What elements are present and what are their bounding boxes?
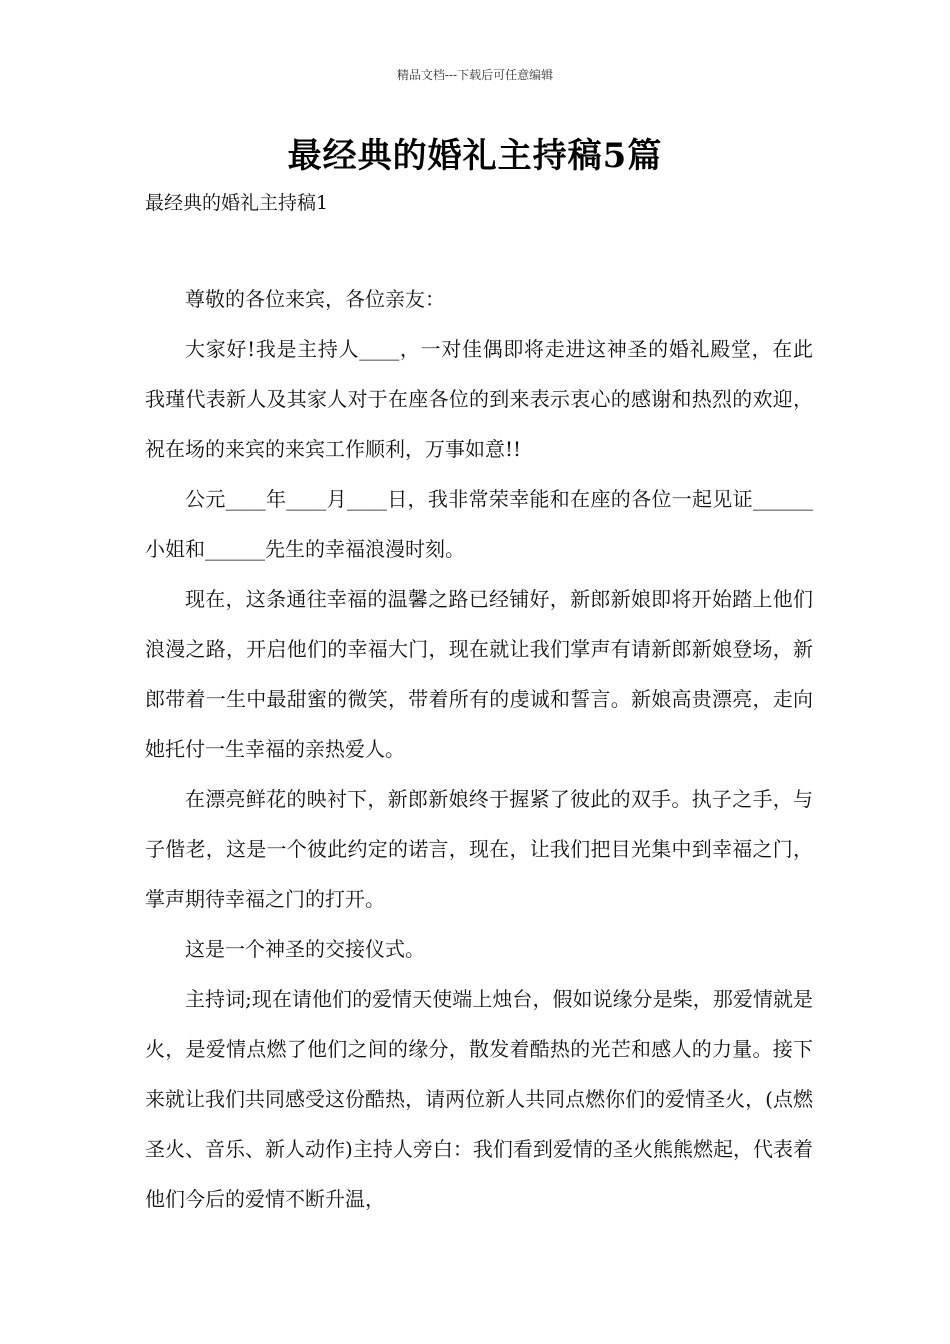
paragraph-3: 现在，这条通往幸福的温馨之路已经铺好，新郎新娘即将开始踏上他们浪漫之路，开启他们的幸福大门，现在就让我们掌声有请新郎新娘登场，新郎带着一生中最甜蜜的微笑，带着所有的虔诚和誓言。新娘高贵漂亮，走向她托付一生幸福的亲热爱人。	[145, 587, 813, 761]
paragraph-2: 公元____年____月____日，我非常荣幸能和在座的各位一起见证______小姐和______先生的幸福浪漫时刻。	[145, 487, 813, 561]
paragraph-5: 这是一个神圣的交接仪式。	[185, 937, 425, 961]
paragraph-1: 大家好!我是主持人____，一对佳偶即将走进这神圣的婚礼殿堂，在此我瑾代表新人及其家人对于在座各位的到来表示衷心的感谢和热烈的欢迎，祝在场的来宾的来宾工作顺利，万事如意!!	[145, 337, 813, 461]
page-header: 精品文档---下载后可任意编辑	[396, 68, 554, 82]
paragraph-6: 主持词;现在请他们的爱情天使端上烛台，假如说缘分是柴，那爱情就是火，是爱情点燃了他们之间的缘分，散发着酷热的光芒和感人的力量。接下来就让我们共同感受这份酷热，请两位新人共同点燃你们的爱情圣火，(点燃圣火、音乐、新人动作)主持人旁白：我们看到爱情的圣火熊熊燃起，代表着他们今后的爱情不断升温，	[145, 987, 813, 1211]
document-body	[145, 274, 813, 1224]
paragraph-4: 在漂亮鲜花的映衬下，新郎新娘终于握紧了彼此的双手。执子之手，与子偕老，这是一个彼此约定的诺言，现在，让我们把目光集中到幸福之门，掌声期待幸福之门的打开。	[145, 787, 813, 911]
paragraph-greeting: 尊敬的各位来宾，各位亲友：	[185, 287, 445, 311]
section-title: 最经典的婚礼主持稿1	[145, 192, 329, 214]
document-title: 最经典的婚礼主持稿5篇	[287, 136, 663, 176]
